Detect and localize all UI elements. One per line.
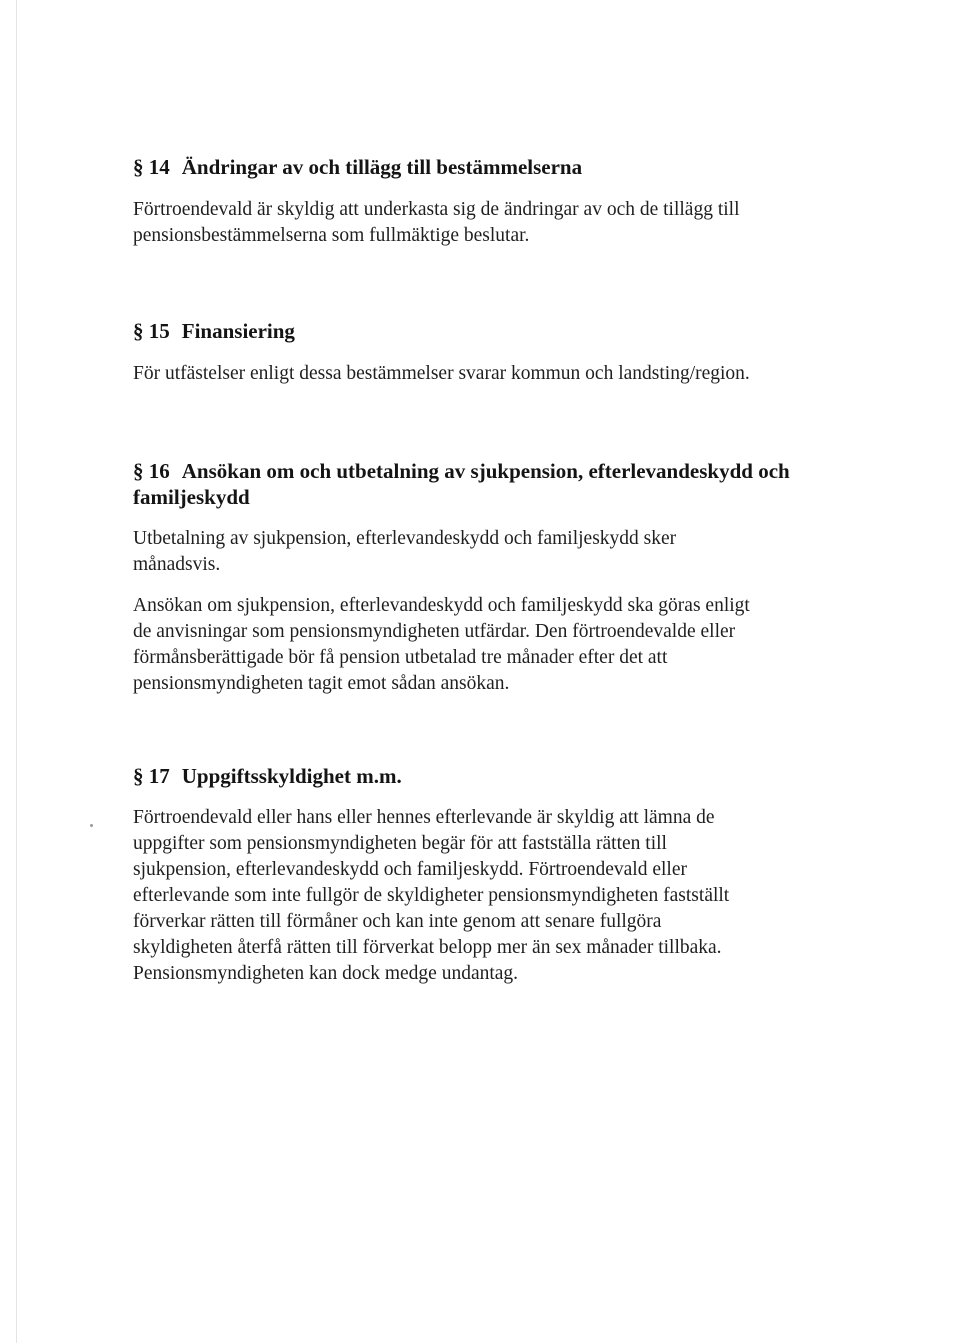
scan-edge-line (16, 0, 17, 1343)
text-line: förmånsberättigade bör få pension utbetalad tre månader efter det att (133, 647, 668, 668)
section-16-paragraph-1 (133, 526, 813, 578)
section-16-paragraph-2 (133, 593, 813, 697)
text-line: månadsvis. (133, 554, 221, 575)
scan-speck (90, 824, 93, 827)
text-line: Förtroendevald eller hans eller hennes efterlevande är skyldig att lämna de (133, 807, 715, 828)
text-line: Utbetalning av sjukpension, efterlevandeskydd och familjeskydd sker (133, 528, 677, 549)
section-14-heading (133, 154, 582, 180)
text-line: För utfästelser enligt dessa bestämmelser svarar kommun och landsting/region. (133, 363, 750, 384)
text-line: skyldigheten återfå rätten till förverkat belopp mer än sex månader tillbaka. (133, 937, 722, 958)
section-number: § 15 (133, 319, 170, 343)
section-14-paragraph (133, 197, 813, 249)
section-title-line: Ansökan om och utbetalning av sjukpension, efterlevandeskydd och (181, 459, 790, 483)
section-15-paragraph (133, 361, 813, 387)
section-15-heading (133, 318, 295, 344)
section-title: Uppgiftsskyldighet m.m. (181, 764, 402, 788)
text-line: Pensionsmyndigheten kan dock medge undantag. (133, 963, 519, 984)
text-line: Förtroendevald är skyldig att underkasta sig de ändringar av och de tillägg till (133, 199, 740, 220)
section-title: Finansiering (181, 319, 295, 343)
text-line: pensionsbestämmelserna som fullmäktige beslutar. (133, 225, 530, 246)
section-title: Ändringar av och tillägg till bestämmelserna (181, 155, 583, 179)
section-number: § 16 (133, 459, 170, 483)
text-line: Ansökan om sjukpension, efterlevandeskydd och familjeskydd ska göras enligt (133, 595, 750, 616)
text-line: uppgifter som pensionsmyndigheten begär för att fastställa rätten till (133, 833, 667, 854)
text-line: pensionsmyndigheten tagit emot sådan ansökan. (133, 673, 510, 694)
section-16-heading (133, 458, 793, 510)
section-number: § 14 (133, 155, 170, 179)
text-line: sjukpension, efterlevandeskydd och familjeskydd. Förtroendevald eller (133, 859, 687, 880)
text-line: de anvisningar som pensionsmyndigheten utfärdar. Den förtroendevalde eller (133, 621, 736, 642)
section-number: § 17 (133, 764, 170, 788)
section-17-heading (133, 763, 402, 789)
section-title-line: familjeskydd (133, 485, 250, 509)
text-line: förverkar rätten till förmåner och kan inte genom att senare fullgöra (133, 911, 662, 932)
section-17-paragraph (133, 805, 813, 987)
text-line: efterlevande som inte fullgör de skyldigheter pensionsmyndigheten fastställt (133, 885, 730, 906)
